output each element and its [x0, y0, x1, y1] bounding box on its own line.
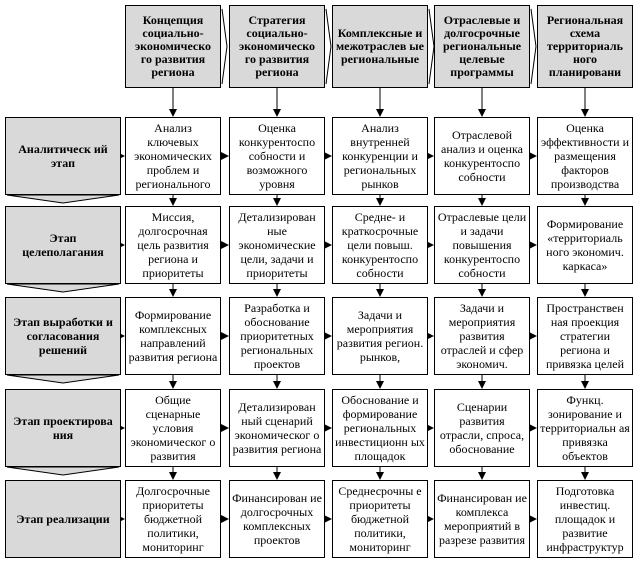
cell-goal-complex: Средне- и краткосрочные цели повыш. конкурентоспо собности — [332, 206, 428, 284]
header-concept: Концепция социально-экономическо го развития региона — [125, 5, 221, 88]
cell-design-strategy: Детализирован ный сценарий экономическог о развития региона — [229, 389, 325, 467]
stage-analytical: Аналитическ ий этап — [5, 117, 121, 195]
header-complex-programs: Комплексные и межотраслев ые региональные — [332, 5, 428, 88]
stage-decision-making: Этап выработки и согласования решений — [5, 297, 121, 375]
stage-goal-setting: Этап целеполагания — [5, 206, 121, 284]
cell-design-complex: Обоснование и формирование региональных инвестиционн ых площадок — [332, 389, 428, 467]
stage-implementation: Этап реализации — [5, 480, 121, 558]
cell-analytical-territorial: Оценка эффективности и размещения факторов производства — [537, 117, 633, 195]
cell-analytical-strategy: Оценка конкурентоспо собности и возможного уровня — [229, 117, 325, 195]
cell-implementation-sector: Финансирован ие комплекса мероприятий в разрезе развития — [434, 480, 530, 558]
cell-goal-sector: Отраслевые цели и задачи повышения конкурентоспо собности — [434, 206, 530, 284]
cell-goal-strategy: Детализирован ные экономические цели, задачи и приоритеты — [229, 206, 325, 284]
cell-analytical-sector: Отраслевой анализ и оценка конкурентоспо собности — [434, 117, 530, 195]
header-chevron-arrow — [531, 9, 536, 84]
cell-analytical-concept: Анализ ключевых экономических проблем и регионального — [125, 117, 221, 195]
header-territorial-scheme: Региональная схема территориаль ного планировани — [537, 5, 633, 88]
cell-implementation-complex: Среднесрочны е приоритеты бюджетной политики, мониторинг — [332, 480, 428, 558]
header-strategy: Стратегия социально-экономическо го развития региона — [229, 5, 325, 88]
stage-design: Этап проектирова ния — [5, 389, 121, 467]
stage-down-arrowhead — [7, 195, 119, 203]
cell-design-sector: Сценарии развития отрасли, спроса, обоснование — [434, 389, 530, 467]
cell-decision-territorial: Пространствен ная проекция стратегии региона и привязка целей — [537, 297, 633, 375]
header-chevron-arrow — [326, 9, 331, 84]
cell-implementation-territorial: Подготовка инвестиц. площадок и развитие инфраструктур — [537, 480, 633, 558]
cell-decision-complex: Задачи и мероприятия развития регион. рынков, — [332, 297, 428, 375]
cell-analytical-complex: Анализ внутренней конкуренции и региональных рынков — [332, 117, 428, 195]
cell-design-concept: Общие сценарные условия экономическог о развития — [125, 389, 221, 467]
cell-decision-strategy: Разработка и обоснование приоритетных региональных проектов — [229, 297, 325, 375]
stage-down-arrowhead — [7, 467, 119, 475]
cell-implementation-strategy: Финансирован ие долгосрочных комплексных проектов — [229, 480, 325, 558]
header-chevron-arrow — [222, 9, 227, 84]
cell-decision-concept: Формирование комплексных направлений развития региона — [125, 297, 221, 375]
cell-implementation-concept: Долгосрочные приоритеты бюджетной политики, мониторинг — [125, 480, 221, 558]
stage-down-arrowhead — [7, 375, 119, 383]
cell-goal-territorial: Формирование «территориаль ного экономич. каркаса» — [537, 206, 633, 284]
cell-design-territorial: Функц. зонирование и территориальн ая привязка объектов — [537, 389, 633, 467]
header-sector-programs: Отраслевые и долгосрочные региональные целевые программы — [434, 5, 530, 88]
cell-goal-concept: Миссия, долгосрочная цель развития региона и приоритеты — [125, 206, 221, 284]
stage-down-arrowhead — [7, 284, 119, 292]
cell-decision-sector: Задачи и мероприятия развития отраслей и сфер экономич. — [434, 297, 530, 375]
